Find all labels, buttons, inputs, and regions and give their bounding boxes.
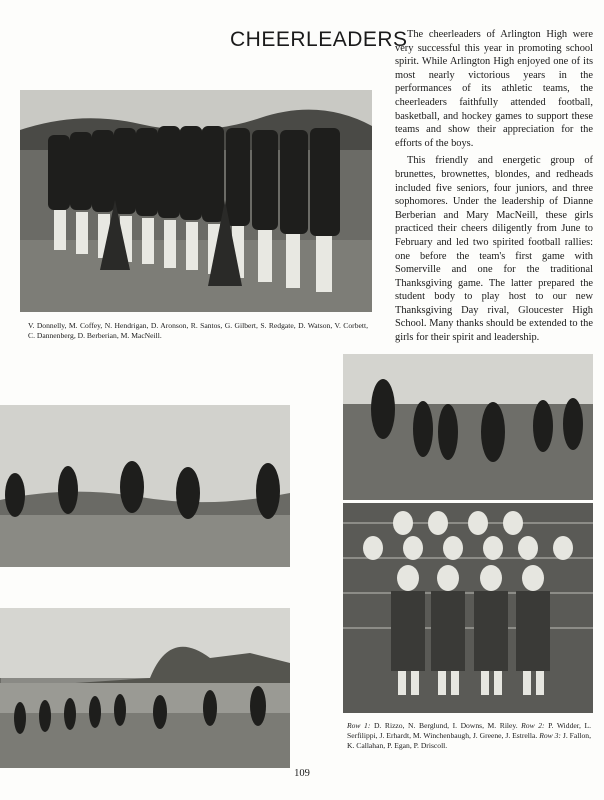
group-caption (347, 721, 591, 752)
cheerleaders-caption: V. Donnelly, M. Coffey, N. Hendrigan, D. Aronson, R. Santos, G. Gilbert, S. Redgate, D. Watson, V. Corbett, C. Dannenberg, D. Berberian, M. MacNeill. (28, 321, 368, 341)
row1-label: Row 1: (347, 721, 371, 730)
article-text (395, 28, 593, 345)
article-paragraph: The cheerleaders of Arlington High were very successful this year in promoting school spirit. While Arlington High enjoyed one of its most nearly victorious years in the performances of its athletic teams, the cheerleaders faithfully attended football, basketball, and hockey games to support these teams and show their appreciation for the efforts of the boys. (395, 29, 593, 149)
row3-label: Row 3: (539, 731, 561, 741)
cheerleaders-team-photo (20, 90, 372, 312)
page-title: CHEERLEADERS (230, 28, 408, 51)
row3-names: J. Fallon, K. Callahan, P. Egan, P. Driscoll. (347, 731, 591, 751)
page-number: 109 (294, 768, 310, 779)
row2-names: P. Widder, L. Serfilippi, J. Erhardt, M. Winchenbaugh, J. Greene, J. Estrella. (347, 721, 591, 741)
jumping-cheerleaders-photo (0, 405, 290, 567)
cheer-rally-photo (343, 354, 593, 500)
article-paragraph: This friendly and energetic group of brunettes, brownettes, blondes, and redheads included five seniors, four juniors, and three sophomores. Under the leadership of Dianne Berberian and Mary MacNeill, these girls practiced their cheers diligently from June to February and led two spirited football rallies: one before the team's first game with Somerville and one for the traditional Thanksgiving game. The latter prepared the student body to play host to our new Thanksgiving Day rival, Gloucester High School. Many thanks should be extended to the girls for their spirit and leadership. (395, 155, 593, 344)
row1-names: D. Rizzo, N. Berglund, I. Downs, M. Riley. (370, 721, 522, 730)
football-field-photo (0, 608, 290, 768)
seated-group-photo (343, 503, 593, 713)
row2-label: Row 2: (521, 721, 545, 730)
